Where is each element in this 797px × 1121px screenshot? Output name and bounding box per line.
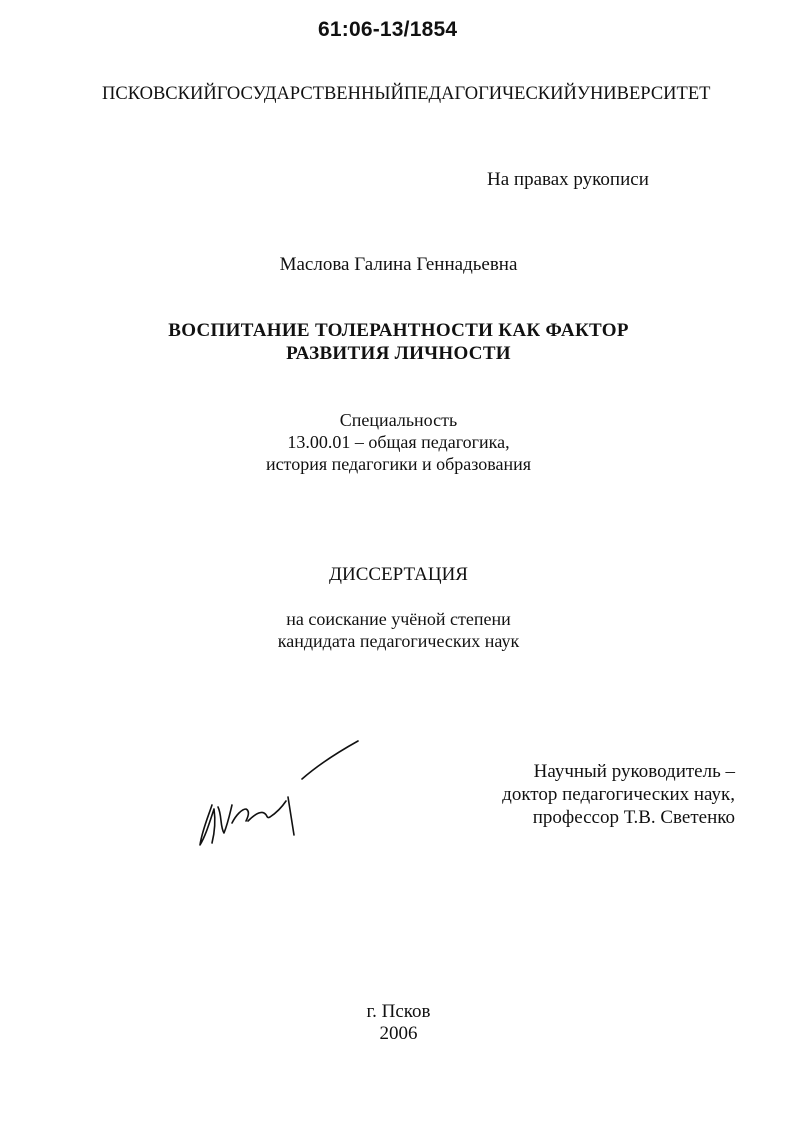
- signature-stroke: [248, 801, 286, 821]
- title-line: РАЗВИТИЯ ЛИЧНОСТИ: [286, 343, 511, 364]
- university-name: [102, 84, 711, 105]
- signature-image: [190, 735, 370, 855]
- signature-stroke: [200, 805, 215, 845]
- university-word: ПЕДАГОГИЧЕСКИЙ: [403, 84, 577, 104]
- university-word: ГОСУДАРСТВЕННЫЙ: [216, 84, 404, 104]
- signature-stroke: [302, 741, 358, 779]
- author-name: Маслова Галина Геннадьевна: [279, 254, 518, 275]
- supervisor-line: доктор педагогических наук,: [502, 784, 735, 805]
- signature-stroke: [218, 805, 232, 833]
- place-and-year: [0, 1001, 797, 1045]
- signature-stroke: [288, 797, 294, 835]
- specialty-line: 13.00.01 – общая педагогика,: [287, 432, 510, 452]
- manuscript-rights: На правах рукописи: [487, 169, 649, 190]
- supervisor-block: [502, 760, 735, 829]
- degree-block: [0, 608, 797, 652]
- city: г. Псков: [366, 1001, 431, 1022]
- supervisor-line: профессор Т.В. Светенко: [532, 807, 735, 828]
- university-word: УНИВЕРСИТЕТ: [576, 84, 711, 104]
- signature-stroke: [232, 809, 248, 823]
- university-word: ПСКОВСКИЙ: [102, 84, 217, 104]
- degree-line: на соискание учёной степени: [286, 609, 511, 629]
- year: 2006: [379, 1023, 418, 1044]
- document-type: ДИССЕРТАЦИЯ: [329, 564, 468, 585]
- degree-line: кандидата педагогических наук: [277, 631, 520, 651]
- catalog-number: 61:06-13/1854: [318, 18, 458, 41]
- title-line: ВОСПИТАНИЕ ТОЛЕРАНТНОСТИ КАК ФАКТОР: [168, 320, 629, 341]
- specialty-line: история педагогики и образования: [265, 454, 532, 474]
- dissertation-title: [0, 319, 797, 365]
- specialty-line: Специальность: [339, 410, 458, 430]
- supervisor-line: Научный руководитель –: [533, 761, 735, 782]
- specialty-block: [0, 409, 797, 475]
